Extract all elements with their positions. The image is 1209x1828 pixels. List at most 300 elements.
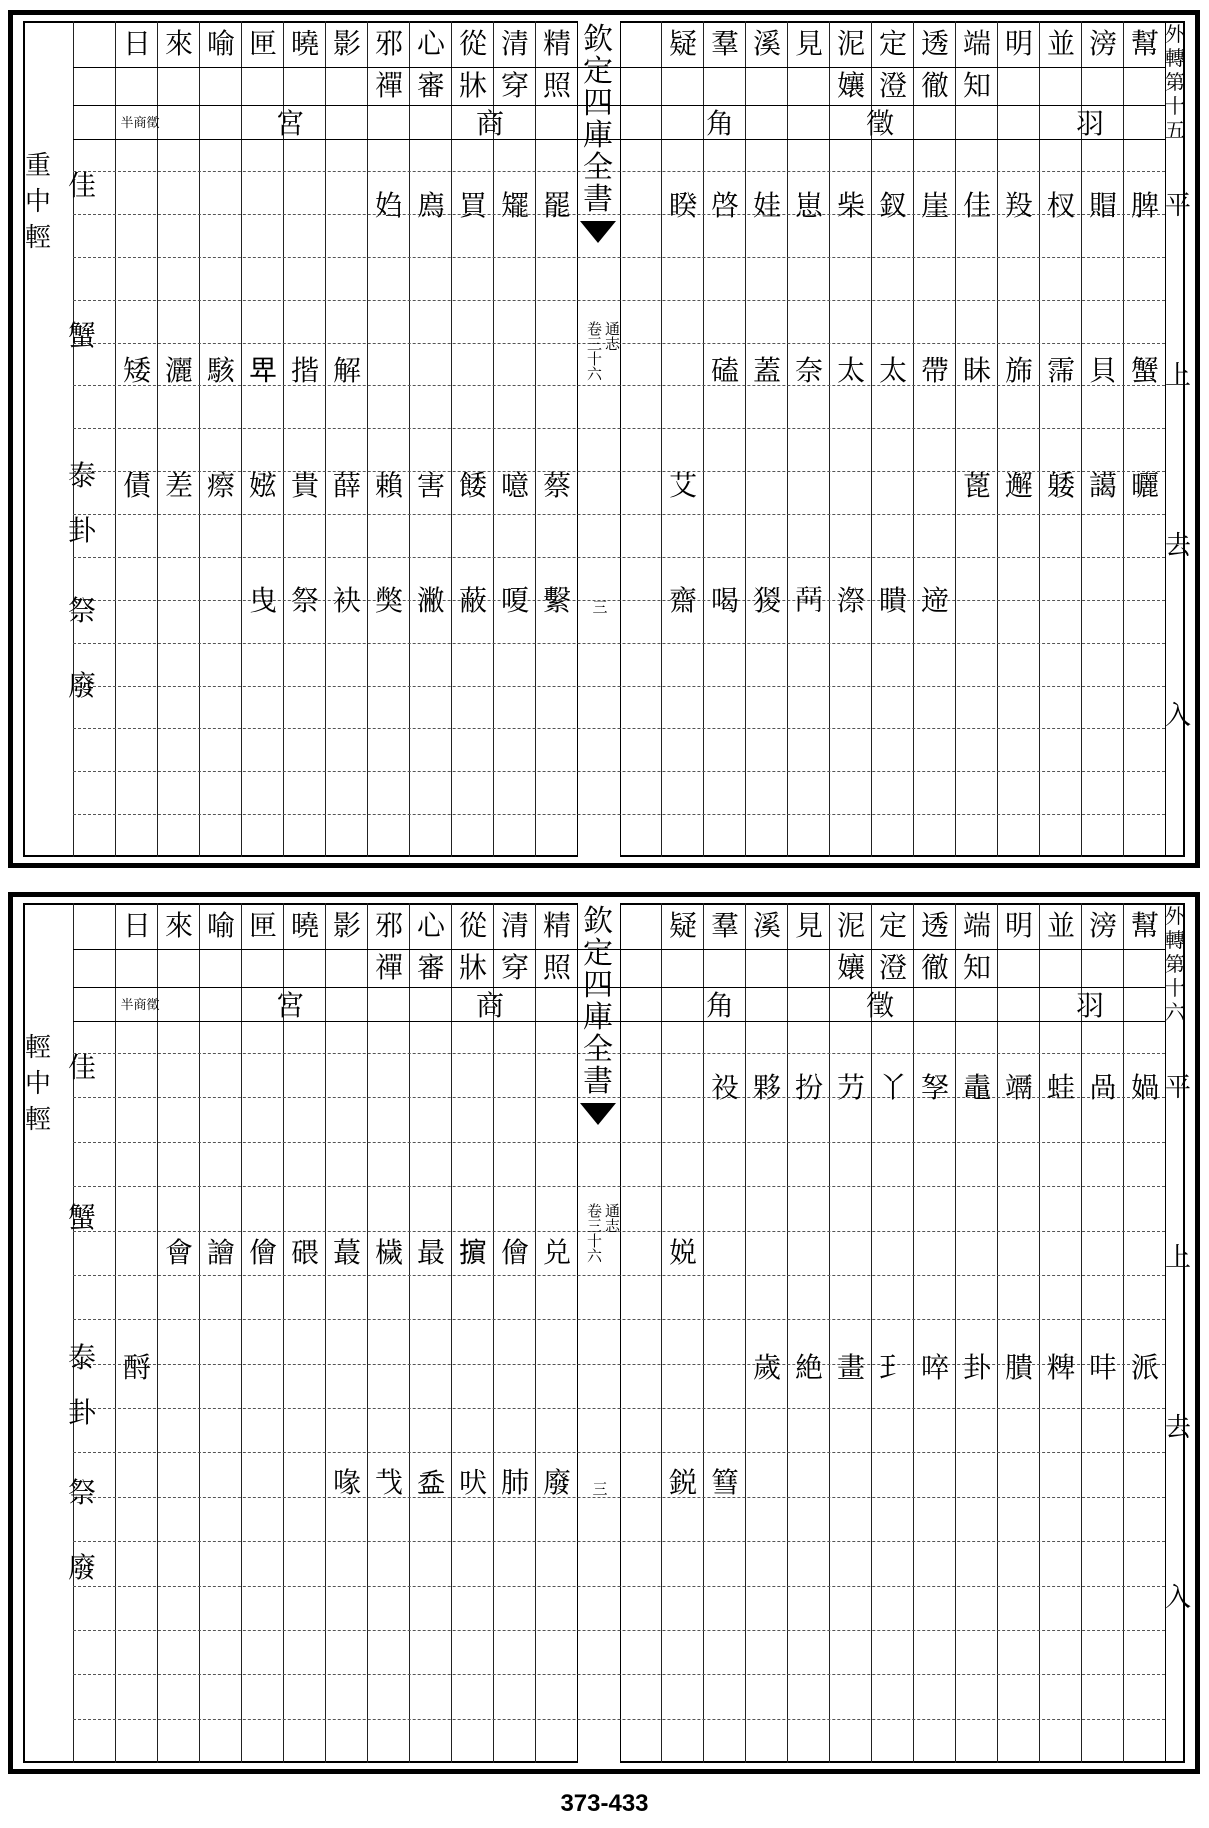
initial-label: 從 [458,909,487,942]
rhyme-cell: 羖 [1004,189,1033,222]
rhyme-cell: 𨴚 [794,584,823,617]
initial-label-2: 徹 [920,69,949,102]
col-line [73,903,74,1763]
right-margin-label-char: 第 [1165,70,1185,94]
col-line [745,21,746,857]
rhyme-cell: 賴 [374,469,403,502]
right-margin-label-char: 六 [1165,1000,1185,1024]
right-margin-label-char: 轉 [1165,46,1185,70]
book-title-char: 欽 [583,22,613,57]
grid-row-line [73,1719,1165,1720]
tone-label: 去 [1164,1413,1191,1443]
initial-label: 透 [920,909,949,942]
rhyme-cell: 娃 [752,189,781,222]
col-line [535,21,536,857]
tone-label: 去 [1164,531,1191,561]
initial-label: 來 [164,27,193,60]
left-margin-label-char: 中 [24,1069,51,1099]
rhyme-cell: 曳 [248,584,277,617]
rhyme-label: 廢 [67,1551,96,1584]
rhyme-cell: 檅 [374,1236,403,1269]
book-title-char: 庫 [583,118,613,153]
right-margin-label-char: 外 [1165,22,1185,46]
initial-label: 來 [164,909,193,942]
rhyme-cell: 遆 [920,584,949,617]
header-rule [73,1021,1165,1022]
rhyme-cell: 𤣩 [878,1351,907,1384]
book-sub-1: 通志 [603,321,621,351]
rhyme-cell: 眛 [962,354,991,387]
initial-label-2: 知 [962,69,991,102]
rhyme-cell: 竵 [1004,1071,1033,1104]
rhyme-label: 祭 [67,1476,96,1509]
grid-row-line [73,1319,1165,1320]
grid-row-line [73,1053,1165,1054]
initial-label: 定 [878,909,907,942]
tone-label: 上 [1164,361,1191,391]
col-line [913,21,914,857]
rhyme-cell: 崖 [920,189,949,222]
initial-label: 從 [458,27,487,60]
grid-row-line [73,1452,1165,1453]
rhyme-cell: 會 [164,1236,193,1269]
rhyme-cell: 猣 [752,584,781,617]
initial-label: 曉 [290,909,319,942]
initial-label: 匣 [248,27,277,60]
initial-label: 曉 [290,27,319,60]
right-margin-label-char: 五 [1165,118,1185,142]
initial-label: 端 [962,27,991,60]
rhyme-cell: 貝 [1088,354,1117,387]
initial-label: 匣 [248,909,277,942]
col-line [283,21,284,857]
rhyme-cell: 媧 [1130,1071,1159,1104]
rhyme-cell: 艾 [668,469,697,502]
rhyme-cell: 卦 [962,1351,991,1384]
col-line [409,903,410,1763]
col-line [73,21,74,857]
rhyme-cell: 灑 [164,354,193,387]
rhyme-cell: 祭 [290,584,319,617]
grid-row-line [73,1586,1165,1587]
initial-label: 清 [500,909,529,942]
left-margin-label-char: 重 [24,151,51,181]
initial-label-2: 知 [962,951,991,984]
rhyme-cell: 膭 [1004,1351,1033,1384]
col-line [1165,21,1166,857]
category-label: 徵 [865,107,894,140]
rhyme-cell: 篲 [710,1466,739,1499]
rhyme-cell: 嗄 [500,584,529,617]
rhyme-cell: 袂 [332,584,361,617]
category-label: 商 [475,989,504,1022]
header-rule [73,987,1165,988]
rhyme-label: 蟹 [67,319,96,352]
grid-row-line [73,428,1165,429]
rhyme-cell: 解 [332,354,361,387]
col-line [787,903,788,1763]
initial-label: 影 [332,27,361,60]
initial-label: 喻 [206,909,235,942]
category-label: 徵 [865,989,894,1022]
initial-label-2: 照 [542,69,571,102]
col-line [325,21,326,857]
col-line [199,903,200,1763]
rhyme-cell: 譮 [206,1236,235,1269]
initial-label: 泥 [836,909,865,942]
initial-label: 定 [878,27,907,60]
initial-label: 並 [1046,909,1075,942]
rhyme-cell: 釵 [878,189,907,222]
rhyme-cell: 喝 [710,584,739,617]
initial-label: 幫 [1130,909,1159,942]
rhyme-cell: 帶 [920,354,949,387]
col-line [661,21,662,857]
col-line [493,21,494,857]
col-line [871,21,872,857]
col-line [409,21,410,857]
grid-row-line [73,600,1165,601]
rhyme-cell: 蔡 [542,469,571,502]
initial-label: 明 [1004,27,1033,60]
col-line [451,21,452,857]
rhyme-cell: 蛙 [1046,1071,1075,1104]
category-label: 半商徵 [120,998,160,1013]
rhyme-label: 廢 [67,669,96,702]
rhyme-cell: 杈 [1046,189,1075,222]
initial-label: 幫 [1130,27,1159,60]
rhyme-cell: 孥 [920,1071,949,1104]
left-margin-label-char: 輕 [24,223,51,253]
grid-row-line [73,257,1165,258]
col-line [913,903,914,1763]
grid-row-line [73,1674,1165,1675]
category-label: 半商徵 [120,116,160,131]
initial-label: 疑 [668,27,697,60]
initial-label: 心 [416,27,445,60]
rhyme-cell: 㕩 [1088,1351,1117,1384]
initial-label: 見 [794,27,823,60]
rhyme-cell: 獘 [374,584,403,617]
col-line [115,903,116,1763]
header-rule [73,139,1165,140]
col-line [241,21,242,857]
rhyme-cell: 蔽 [458,584,487,617]
initial-label-2: 澄 [878,951,907,984]
rhyme-cell: 𤰞 [248,354,277,387]
rhyme-cell: 歲 [752,1351,781,1384]
col-line [997,21,998,857]
left-margin-label-char: 輕 [24,1033,51,1063]
grid-row-line [73,1630,1165,1631]
initial-label: 影 [332,909,361,942]
rhyme-cell: 兑 [542,1236,571,1269]
rhyme-cell: 酹 [122,1351,151,1384]
rhyme-label: 佳 [67,1051,96,1084]
col-line [829,21,830,857]
initial-label: 滂 [1088,27,1117,60]
rhyme-cell: 廢 [542,1466,571,1499]
right-margin-label-char: 十 [1165,976,1185,1000]
col-line [955,21,956,857]
book-title-char: 書 [583,182,613,217]
col-line [955,903,956,1763]
rhyme-cell: 餧 [458,469,487,502]
book-title-char: 全 [583,1032,613,1067]
category-label: 宮 [275,107,304,140]
rhyme-cell: 睽 [668,189,697,222]
tone-label: 入 [1164,701,1191,731]
initial-label-2: 照 [542,951,571,984]
rhyme-cell: 吠 [458,1466,487,1499]
grid-row-line [73,728,1165,729]
rhyme-cell: 潎 [416,584,445,617]
rhyme-cell: 肺 [500,1466,529,1499]
left-margin-label-char: 輕 [24,1105,51,1135]
rhyme-cell: 駭 [206,354,235,387]
rhyme-cell: 𢦏 [374,1466,403,1499]
rhyme-cell: 矮 [122,354,151,387]
grid-row-line [73,557,1165,558]
rhyme-cell: 絶 [794,1351,823,1384]
bowtie-mark [580,221,616,243]
col-line [1081,903,1082,1763]
book-title-char: 定 [583,54,613,89]
rhyme-cell: 噫 [500,469,529,502]
col-line [115,21,116,857]
rhyme-cell: 賵 [1088,189,1117,222]
initial-label: 疑 [668,909,697,942]
grid-row-line [73,686,1165,687]
category-label: 商 [475,107,504,140]
col-line [703,903,704,1763]
rhyme-cell: 派 [1130,1351,1159,1384]
tone-label: 上 [1164,1243,1191,1273]
rhyme-cell: 𥁢 [416,1466,445,1499]
initial-label: 明 [1004,909,1033,942]
rhyme-cell: 旆 [1004,354,1033,387]
initial-label: 滂 [1088,909,1117,942]
col-line [1039,21,1040,857]
initial-label: 心 [416,909,445,942]
col-line [199,21,200,857]
rhyme-cell: 芀 [836,1071,865,1104]
category-label: 角 [705,107,734,140]
book-title-char: 全 [583,150,613,185]
rhyme-cell: 儈 [500,1236,529,1269]
folio: 三 [592,598,608,616]
rhyme-label: 卦 [67,514,96,547]
tone-label: 入 [1164,1583,1191,1613]
rhyme-cell: 喙 [332,1466,361,1499]
rhyme-cell: 崽 [794,189,823,222]
initial-label-2: 審 [416,951,445,984]
initial-label: 羣 [710,909,739,942]
category-label: 羽 [1075,989,1104,1022]
initial-label: 日 [122,27,151,60]
book-title-char: 四 [583,86,613,121]
rhyme-cell: 啐 [920,1351,949,1384]
folio: 三 [592,1480,608,1498]
rhyme-label: 蟹 [67,1201,96,1234]
rhyme-cell: 蕞 [332,1236,361,1269]
rhyme-cell: 罷 [542,189,571,222]
initial-label-2: 孃 [836,69,865,102]
rhyme-cell: 脾 [1130,189,1159,222]
left-margin-label-char: 中 [24,187,51,217]
rhyme-cell: 𢷤 [458,1236,487,1269]
grid-row-line [73,1186,1165,1187]
rhyme-cell: 差 [164,469,193,502]
book-title-char: 庫 [583,1000,613,1035]
rhyme-cell: 矲 [500,189,529,222]
initial-label: 見 [794,909,823,942]
grid-row-line [73,643,1165,644]
rhyme-cell: 最 [416,1236,445,1269]
rhyme-cell: 瘵 [206,469,235,502]
rhyme-cell: 太 [836,354,865,387]
rhyme-cell: 齋 [668,584,697,617]
rhyme-cell: 蟹 [1130,354,1159,387]
initial-label: 並 [1046,27,1075,60]
right-margin-label-char: 第 [1165,952,1185,976]
rhyme-cell: 繫 [542,584,571,617]
rhyme-cell: 啓 [710,189,739,222]
col-line [829,903,830,1763]
rhyme-cell: 太 [878,354,907,387]
col-line [661,903,662,1763]
rhyme-cell: 扮 [794,1071,823,1104]
header-rule [73,67,1165,68]
initial-label: 精 [542,27,571,60]
initial-label-2: 孃 [836,951,865,984]
book-title-char: 欽 [583,904,613,939]
col-line [493,903,494,1763]
initial-label: 清 [500,27,529,60]
grid-row-line [73,814,1165,815]
rhyme-cell: 譪 [1088,469,1117,502]
col-line [871,903,872,1763]
initial-label: 端 [962,909,991,942]
initial-label-2: 穿 [500,69,529,102]
rhyme-cell: 邂 [1004,469,1033,502]
right-margin-label-char: 十 [1165,94,1185,118]
col-line [1081,21,1082,857]
category-label: 羽 [1075,107,1104,140]
initial-label-2: 禪 [374,69,403,102]
col-line [283,903,284,1763]
rhyme-cell: 碨 [290,1236,319,1269]
rhyme-cell: 咼 [1088,1071,1117,1104]
col-line [745,903,746,1763]
book-title-char: 四 [583,968,613,1003]
header-rule [73,949,1165,950]
col-line [1123,21,1124,857]
rhyme-cell: 揩 [290,354,319,387]
col-line [787,21,788,857]
col-line [997,903,998,1763]
rhyme-cell: 薛 [332,469,361,502]
rhyme-cell: 奈 [794,354,823,387]
rhyme-cell: 佳 [962,189,991,222]
rhyme-label: 佳 [67,169,96,202]
rhyme-cell: 蓋 [752,354,781,387]
grid-row-line [73,1541,1165,1542]
right-margin-label-char: 轉 [1165,928,1185,952]
page-number: 373-433 [560,1790,649,1817]
category-label: 宮 [275,989,304,1022]
initial-label: 精 [542,909,571,942]
col-line [157,21,158,857]
rhyme-cell: 儈 [248,1236,277,1269]
book-sub-1: 通志 [603,1203,621,1233]
initial-label-2: 徹 [920,951,949,984]
grid-row-line [73,1497,1165,1498]
rhyme-cell: 磕 [710,354,739,387]
rhyme-cell: 鼃 [962,1071,991,1104]
rhyme-cell: 躷 [1046,469,1075,502]
book-title-char: 書 [583,1064,613,1099]
grid-row-line [73,771,1165,772]
rhyme-label: 祭 [67,594,96,627]
grid-row-line [73,1275,1165,1276]
initial-label-2: 澄 [878,69,907,102]
rhyme-cell: 娹 [248,469,277,502]
rhyme-cell: 瞶 [878,584,907,617]
initial-label: 泥 [836,27,865,60]
rhyme-cell: 畫 [836,1351,865,1384]
grid-row-line [73,1408,1165,1409]
rhyme-cell: 曬 [1130,469,1159,502]
rhyme-label: 泰 [67,459,96,492]
grid-row-line [73,300,1165,301]
initial-label: 邪 [374,909,403,942]
book-sub-2: 卷三十六 [585,321,603,381]
rhyme-label: 卦 [67,1396,96,1429]
rhyme-cell: 霈 [1046,354,1075,387]
grid-row-line [73,514,1165,515]
rhyme-cell: 柴 [836,189,865,222]
rhyme-cell: 蓖 [962,469,991,502]
rhyme-cell: 貴 [290,469,319,502]
initial-label: 喻 [206,27,235,60]
initial-label: 日 [122,909,151,942]
initial-label-2: 禪 [374,951,403,984]
col-line [325,903,326,1763]
book-sub-2: 卷三十六 [585,1203,603,1263]
initial-label: 透 [920,27,949,60]
col-line [451,903,452,1763]
rhyme-cell: 夥 [752,1071,781,1104]
col-line [241,903,242,1763]
initial-label: 溪 [752,27,781,60]
rhyme-cell: 鋭 [668,1466,697,1499]
col-line [1039,903,1040,1763]
rhyme-cell: 粺 [1046,1351,1075,1384]
initial-label-2: 牀 [458,69,487,102]
initial-label-2: 穿 [500,951,529,984]
grid-row-line [73,1142,1165,1143]
rhyme-cell: 祋 [710,1071,739,1104]
col-line [1165,903,1166,1763]
rhyme-cell: 害 [416,469,445,502]
tone-label: 平 [1164,191,1191,221]
initial-label-2: 審 [416,69,445,102]
col-line [535,903,536,1763]
grid-row-line [73,171,1165,172]
tone-label: 平 [1164,1073,1191,1103]
rhyme-cell: 漈 [836,584,865,617]
